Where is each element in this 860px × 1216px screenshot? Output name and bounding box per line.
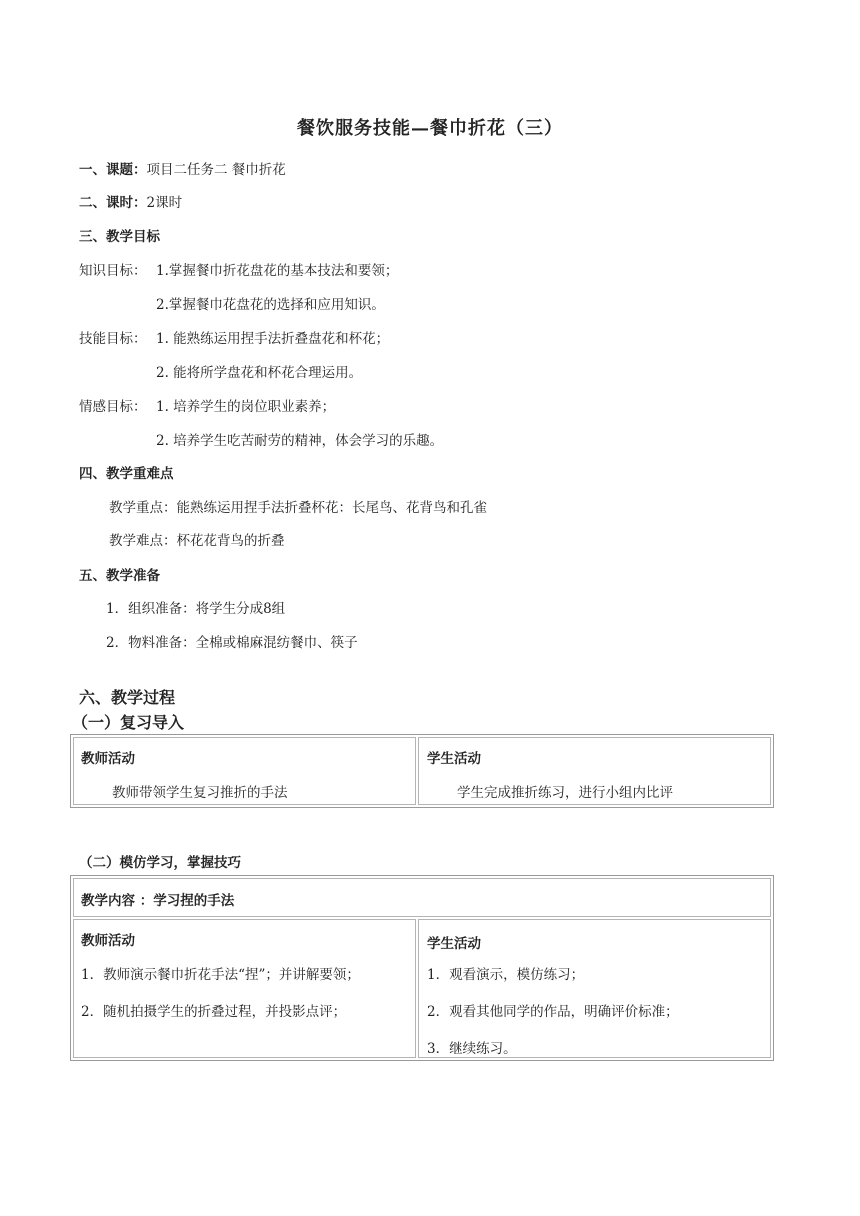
imitation-student-cell — [418, 919, 771, 1058]
preparation-item-1: 1．组织准备：将学生分成8组 — [106, 601, 286, 617]
emotion-item-1: 1. 培养学生的岗位职业素养； — [156, 399, 336, 415]
difficult-point: 教学难点：杯花花背鸟的折叠 — [109, 533, 285, 549]
preparation-heading: 五、教学准备 — [79, 568, 160, 584]
preparation-item-2: 2．物料准备：全棉或棉麻混纺餐巾、筷子 — [106, 635, 358, 651]
hours-label: 二、课时： — [79, 195, 147, 211]
part1-heading: （一）复习导入 — [72, 713, 185, 732]
imitation-teacher-item-1: 1．教师演示餐巾折花手法“捏”；并讲解要领； — [81, 967, 360, 983]
imitation-student-item-2: 2．观看其他同学的作品，明确评价标准； — [427, 1004, 679, 1020]
skill-item-2: 2. 能将所学盘花和杯花合理运用。 — [156, 365, 363, 381]
emotion-label: 情感目标： — [79, 399, 147, 415]
section-hours — [79, 191, 182, 211]
review-table — [70, 734, 774, 808]
emotion-item-2: 2. 培养学生吃苦耐劳的精神，体会学习的乐趣。 — [156, 433, 444, 449]
imitation-teacher-head: 教师活动 — [81, 933, 135, 949]
imitation-student-head: 学生活动 — [427, 936, 481, 952]
imitation-table — [70, 875, 774, 1061]
knowledge-item-2: 2.掌握餐巾花盘花的选择和应用知识。 — [156, 297, 385, 313]
knowledge-label: 知识目标： — [79, 263, 147, 279]
hours-value: 2课时 — [146, 195, 183, 211]
content-cell — [73, 878, 771, 917]
skill-label: 技能目标： — [79, 331, 147, 347]
content-label: 教学内容 ：学习捏的手法 — [81, 893, 235, 909]
process-heading: 六、教学过程 — [79, 688, 176, 707]
imitation-student-item-1: 1．观看演示，模仿练习； — [427, 967, 585, 983]
imitation-teacher-item-2: 2．随机拍摄学生的折叠过程，并投影点评； — [81, 1004, 347, 1020]
review-teacher-cell — [73, 737, 416, 805]
topic-value: 项目二任务二 餐巾折花 — [146, 162, 286, 178]
topic-label: 一、课题： — [79, 162, 147, 178]
keypoints-heading: 四、教学重难点 — [79, 466, 174, 482]
page-title: 餐饮服务技能—餐巾折花（三） — [297, 118, 563, 139]
key-point: 教学重点：能熟练运用捏手法折叠杯花：长尾鸟、花背鸟和孔雀 — [109, 500, 487, 516]
review-student-text: 学生完成推折练习，进行小组内比评 — [457, 785, 673, 801]
skill-item-1: 1. 能熟练运用捏手法折叠盘花和杯花； — [156, 331, 390, 347]
imitation-teacher-cell — [73, 919, 416, 1058]
part2-heading: （二）模仿学习，掌握技巧 — [79, 855, 241, 871]
review-student-head: 学生活动 — [427, 751, 481, 767]
review-teacher-head: 教师活动 — [81, 751, 135, 767]
review-student-cell — [418, 737, 771, 805]
section-topic — [79, 158, 286, 178]
review-teacher-text: 教师带领学生复习推折的手法 — [112, 785, 288, 801]
imitation-student-item-3: 3．继续练习。 — [427, 1041, 517, 1057]
objectives-heading: 三、教学目标 — [79, 229, 160, 245]
knowledge-item-1: 1.掌握餐巾折花盘花的基本技法和要领； — [156, 263, 399, 279]
